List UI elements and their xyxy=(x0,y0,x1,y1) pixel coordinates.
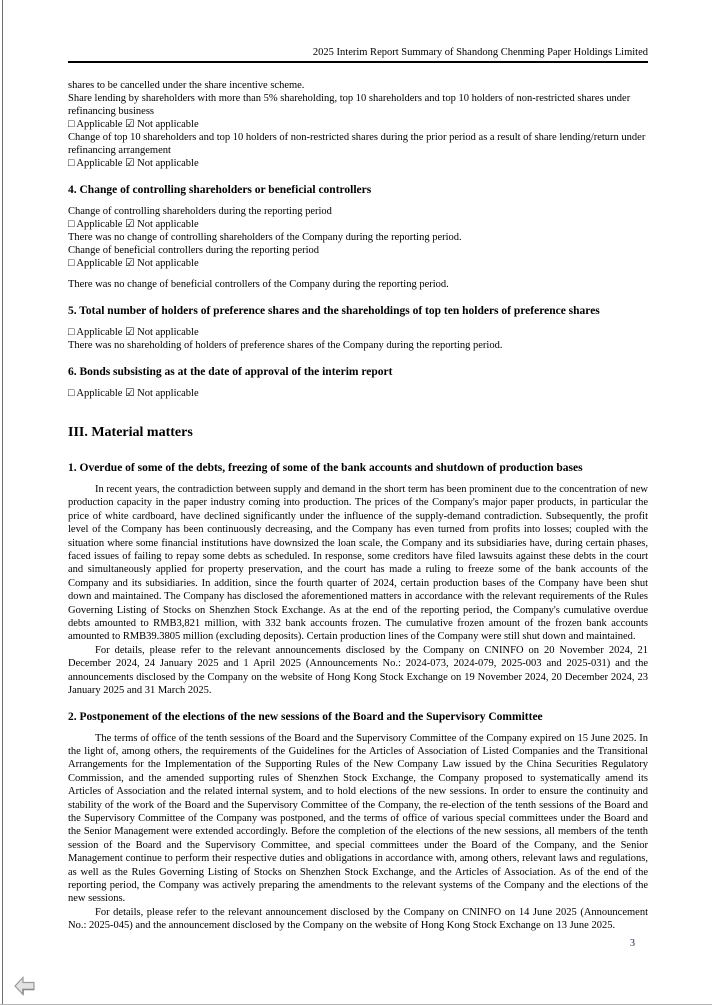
section4-line2: Change of beneficial controllers during the reporting period xyxy=(68,245,320,256)
material-matters-heading: III. Material matters xyxy=(68,425,193,440)
material-item2-paragraph2: For details, please refer to the relevant announcement disclosed by the Company on CNINFO on 14 June 2025 (Announcement No.: 2025-045) and the announcement disclosed by the Company on the website of Hong Kong Stock Exchange on 13 June 2025. xyxy=(68,906,648,932)
material-item2-heading: 2. Postponement of the elections of the new sessions of the Board and the Supervisory Committee xyxy=(68,710,543,723)
applicable-row: □ Applicable ☑ Not applicable xyxy=(68,388,199,399)
section4-note1: There was no change of controlling shareholders of the Company during the reporting period. xyxy=(68,232,462,243)
continuation-line: shares to be cancelled under the share incentive scheme. xyxy=(68,80,305,91)
section4-heading: 4. Change of controlling shareholders or beneficial controllers xyxy=(68,184,372,196)
material-item2-paragraph1: The terms of office of the tenth sessions of the Board and the Supervisory Committee of the Company expired on 15 June 2025. In the light of, among others, the requirements of the Guidelines for the Articles of Association of Listed Companies and the Transitional Arrangements for the Implementation of the Supporting Rules of the New Company Law issued by the China Securities Regulatory Commission, and the amended supporting rules of Shenzhen Stock Exchange, the Company proposed to systematically amend its Articles of Association and the related internal system, and to hold elections of the new sessions. In order to ensure the continuity and stability of the work of the Board and the Supervisory Committee of the Company, the re-election of the tenth sessions of the Board and the Supervisory Committee of the Company was postponed, and the terms of office of various special committees under the Board and the Senior Management were extended accordingly. Before the completion of the elections of the new sessions, all members of the tenth session of the Board and the Supervisory Committee, and special committees under the Board of the Company, and the Senior Management continue to perform their respective duties and obligations in accordance with, among others, relevant laws and regulations, as well as the Rules Governing Listing of Stocks on Shenzhen Stock Exchange, and the Articles of Association. As of the end of the reporting period, the Company was actively preparing the amendments to the relevant systems of the Company and the elections of the new sessions. xyxy=(68,732,648,905)
section6-body xyxy=(68,387,648,400)
applicable-row: □ Applicable ☑ Not applicable xyxy=(68,327,199,338)
page-content xyxy=(68,0,648,933)
top10-change-label: Change of top 10 shareholders and top 10 holders of non-restricted shares during the prior period as a result of share lending/return under refinancing arrangement xyxy=(68,132,646,156)
applicable-row: □ Applicable ☑ Not applicable xyxy=(68,119,199,130)
back-arrow-icon[interactable] xyxy=(13,975,36,997)
section4-line1: Change of controlling shareholders during the reporting period xyxy=(68,206,332,217)
section5-heading: 5. Total number of holders of preference shares and the shareholdings of top ten holders of preference shares xyxy=(68,305,600,317)
section4-body xyxy=(68,205,648,291)
material-item1-paragraph1: In recent years, the contradiction between supply and demand in the short term has been prominent due to the concentration of new production capacity in the paper industry coming into production. The prices of the Company's major paper products, in particular the price of white cardboard, have declined significantly under the influence of the supply-demand contradiction. Subsequently, the profit level of the Company has been continuously decreasing, and the Company has even turned from profits into losses; coupled with the situation where some financial institutions have downsized the loan scale, the Company and its subsidiaries have, during certain phases, faced issues of failing to repay some debts as scheduled. In response, some creditors have filed lawsuits against these debts in the court and simultaneously applied for property preservation, and the court has made a ruling to freeze some of the bank accounts of the Company and its subsidiaries. In addition, since the fourth quarter of 2024, certain production bases of the Company have been shut down and maintained. The Company has disclosed the aforementioned matters in accordance with the relevant requirements of the Rules Governing Listing of Stocks on Shenzhen Stock Exchange. As at the end of the reporting period, the Company's cumulative overdue debts amounted to RMB3,821 million, with 332 bank accounts frozen. The cumulative frozen amount of the frozen bank accounts amounted to RMB39.3805 million (excluding deposits). Certain production lines of the Company were still shut down and maintained. xyxy=(68,484,648,643)
applicable-row: □ Applicable ☑ Not applicable xyxy=(68,219,199,230)
section6-heading: 6. Bonds subsisting as at the date of approval of the interim report xyxy=(68,366,393,378)
page-number: 3 xyxy=(630,938,635,949)
section5-body xyxy=(68,326,648,352)
applicable-row: □ Applicable ☑ Not applicable xyxy=(68,258,199,269)
section5-note: There was no shareholding of holders of preference shares of the Company during the reporting period. xyxy=(68,340,503,351)
share-incentive-block xyxy=(68,79,648,170)
applicable-row: □ Applicable ☑ Not applicable xyxy=(68,158,199,169)
material-item1-paragraph2: For details, please refer to the relevant announcements disclosed by the Company on CNINFO on 20 November 2024, 21 December 2024, 24 January 2025 and 1 April 2025 (Announcements No.: 2024-073, 2024-079, 2025-003 and 2025-031) and the announcements disclosed by the Company on the website of Hong Kong Stock Exchange on 19 November 2024, 20 December 2024, 23 January 2025 and 31 March 2025. xyxy=(68,644,648,697)
share-lending-label: Share lending by shareholders with more than 5% shareholding, top 10 shareholders and top 10 holders of non-restricted shares under refinancing business xyxy=(68,93,631,117)
header-divider xyxy=(68,61,648,63)
running-header: 2025 Interim Report Summary of Shandong Chenming Paper Holdings Limited xyxy=(312,47,648,58)
section4-note2: There was no change of beneficial controllers of the Company during the reporting period. xyxy=(68,279,449,290)
material-item1-heading: 1. Overdue of some of the debts, freezing of some of the bank accounts and shutdown of production bases xyxy=(68,462,583,474)
page-left-border xyxy=(2,0,3,1005)
